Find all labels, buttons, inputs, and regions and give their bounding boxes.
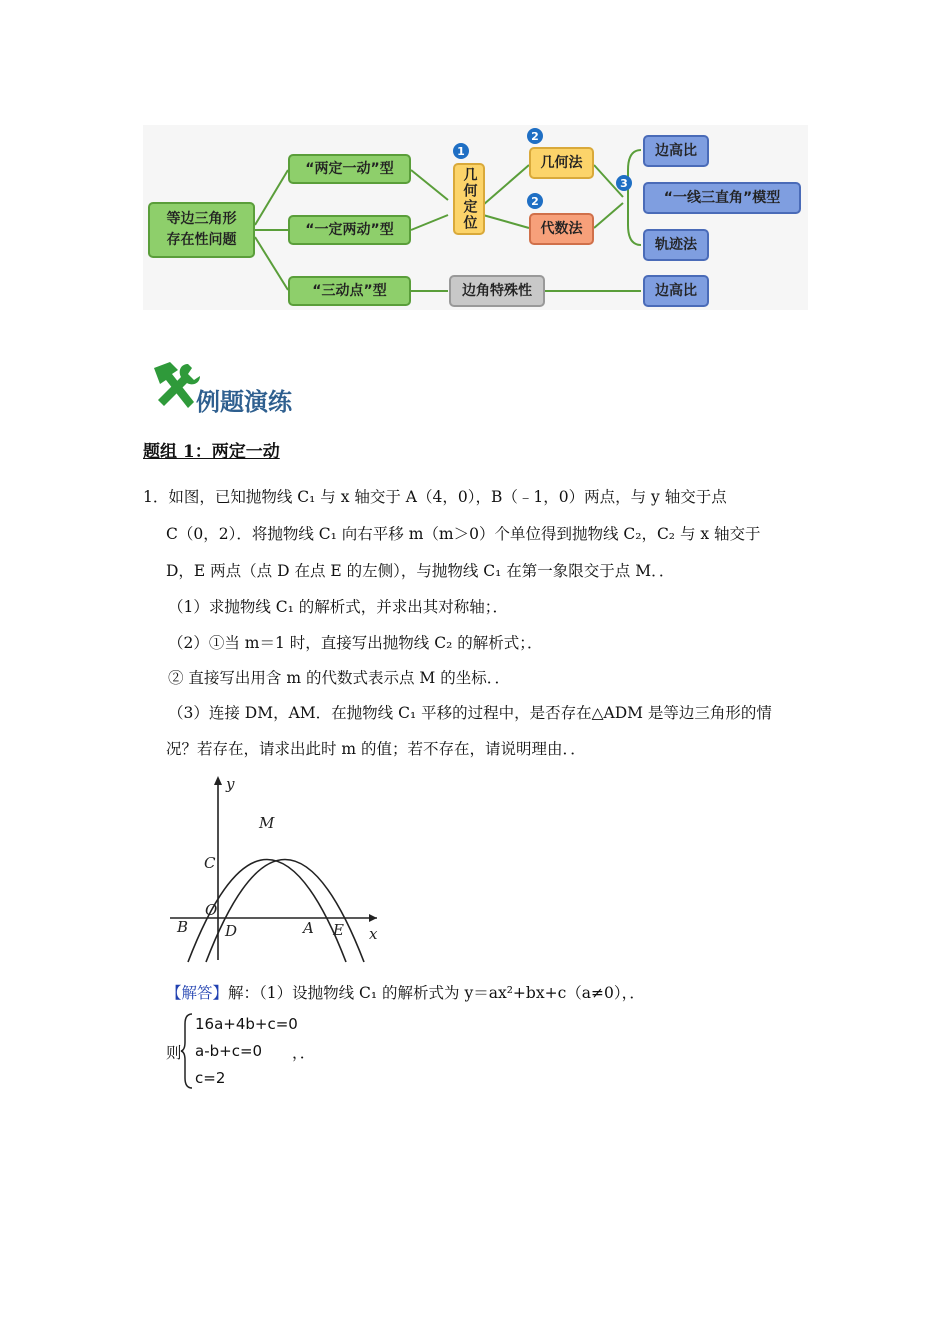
label-O: O bbox=[205, 901, 218, 919]
equation-2: a-b+c=0 bbox=[195, 1042, 263, 1060]
problem-line-2: C（0，2）．将抛物线 C₁ 向右平移 m（m＞0）个单位得到抛物线 C₂，C₂ 与 x 轴交于 bbox=[166, 525, 761, 543]
edge-height-ratio-box-2: 边高比 bbox=[643, 275, 709, 307]
solution-intro: 解：（1）设抛物线 C₁ 的解析式为 y＝ax²+bx+c（a≠0），． bbox=[228, 984, 645, 1002]
one-line-three-right-angle-box: “一线三直角”模型 bbox=[643, 182, 801, 214]
group-title: 题组 1：两定一动 bbox=[143, 442, 280, 462]
label-D: D bbox=[225, 922, 238, 940]
solution-then: 则 bbox=[166, 1044, 182, 1062]
y-axis-arrow bbox=[214, 776, 222, 785]
equation-1: 16a+4b+c=0 bbox=[195, 1015, 298, 1033]
step-badge-2a: 2 bbox=[527, 128, 543, 144]
edge-height-ratio-box: 边高比 bbox=[643, 135, 709, 167]
label-A: A bbox=[303, 919, 314, 937]
special-property-box: 边角特殊性 bbox=[449, 275, 545, 307]
x-axis-arrow bbox=[369, 914, 377, 922]
question-2a: （2）①当 m＝1 时，直接写出抛物线 C₂ 的解析式；． bbox=[168, 634, 543, 652]
method-flowchart bbox=[143, 125, 808, 310]
brace-icon bbox=[180, 1012, 194, 1090]
problem-line-3: D，E 两点（点 D 在点 E 的左侧），与抛物线 C₁ 在第一象限交于点 M．． bbox=[166, 562, 675, 580]
root-box bbox=[148, 202, 255, 258]
equation-3: c=2 bbox=[195, 1069, 226, 1087]
step-badge-3: 3 bbox=[616, 175, 632, 191]
problem-line-1: 1．如图，已知抛物线 C₁ 与 x 轴交于 A（4，0），B（﹣1，0）两点，与 y 轴交于点 bbox=[143, 488, 727, 506]
solution-intro-line bbox=[166, 980, 645, 1006]
question-3b: 况？若存在，请求出此时 m 的值；若不存在，请说明理由．． bbox=[166, 740, 586, 758]
root-line2: 存在性问题 bbox=[166, 232, 237, 248]
label-M: M bbox=[259, 814, 275, 832]
label-y: y bbox=[226, 775, 235, 793]
question-2b: ② 直接写出用含 m 的代数式表示点 M 的坐标．． bbox=[168, 669, 510, 687]
type-one-fixed-two-moving: “一定两动”型 bbox=[288, 215, 411, 245]
algebra-method-box: 代数法 bbox=[529, 213, 594, 245]
label-x: x bbox=[369, 925, 378, 943]
geometric-locate-box: 几何定位 bbox=[453, 163, 485, 235]
step-badge-1: 1 bbox=[453, 143, 469, 159]
geometry-method-box: 几何法 bbox=[529, 147, 594, 179]
question-1: （1）求抛物线 C₁ 的解析式，并求出其对称轴；． bbox=[168, 598, 509, 616]
label-C: C bbox=[204, 854, 216, 872]
type-two-fixed-one-moving: “两定一动”型 bbox=[288, 154, 411, 184]
section-title: 例题演练 bbox=[196, 388, 292, 416]
root-line1: 等边三角形 bbox=[166, 211, 237, 227]
system-tail: ，． bbox=[292, 1044, 316, 1062]
question-3a: （3）连接 DM，AM．在抛物线 C₁ 平移的过程中，是否存在△ADM 是等边三角形的情 bbox=[168, 704, 772, 722]
label-E: E bbox=[333, 921, 344, 939]
section-heading bbox=[148, 358, 348, 416]
locus-method-box: 轨迹法 bbox=[643, 229, 709, 261]
label-B: B bbox=[177, 918, 189, 936]
solution-label: 【解答】 bbox=[166, 984, 229, 1002]
type-three-moving: “三动点”型 bbox=[288, 276, 411, 306]
step-badge-2b: 2 bbox=[527, 193, 543, 209]
parabola-figure bbox=[165, 772, 390, 967]
